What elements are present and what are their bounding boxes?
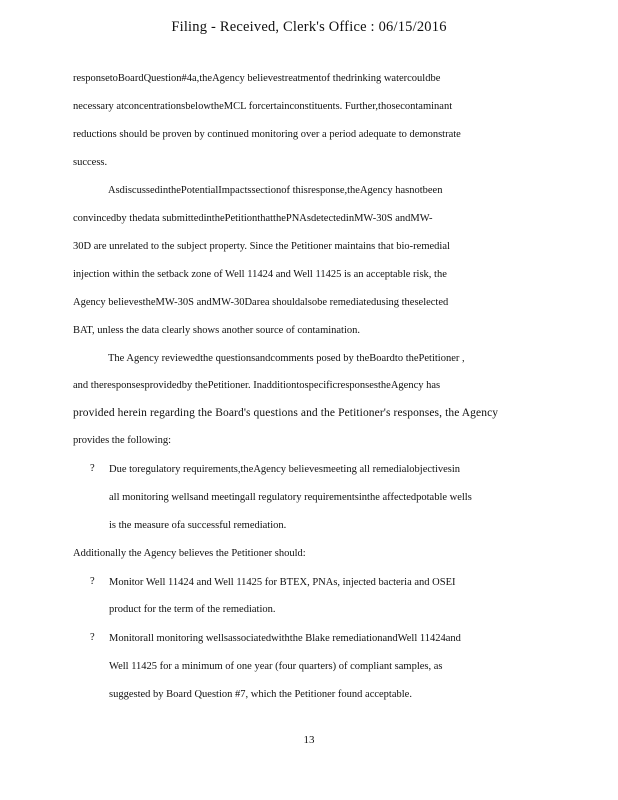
text-line: responsetoBoardQuestion#4a,theAgency believestreatmentof thedrinking watercouldbe: [73, 73, 441, 84]
text-line: Monitor Well 11424 and Well 11425 for BTEX, PNAs, injected bacteria and OSEI: [109, 577, 456, 588]
text-line: Monitorall monitoring wellsassociatedwiththe Blake remediationandWell 11424and: [109, 633, 461, 644]
text-line: 30D are unrelated to the subject property. Since the Petitioner maintains that bio-remedial: [73, 241, 450, 252]
text-line: The Agency reviewedthe questionsandcomments posed by theBoardto thePetitioner ,: [108, 353, 465, 364]
text-line: injection within the setback zone of Well 11424 and Well 11425 is an acceptable risk, the: [73, 269, 447, 280]
text-line: suggested by Board Question #7, which the Petitioner found acceptable.: [109, 689, 412, 700]
bullet-marker: ?: [90, 576, 95, 587]
text-line: provided herein regarding the Board's questions and the Petitioner's responses, the Agency: [73, 407, 499, 419]
page-number: 13: [303, 734, 315, 746]
text-line: provides the following:: [73, 435, 171, 446]
text-line: Additionally the Agency believes the Petitioner should:: [73, 548, 306, 559]
bullet-marker: ?: [90, 632, 95, 643]
text-line: AsdiscussedinthePotentialImpactssectionof thisresponse,theAgency hasnotbeen: [108, 185, 443, 196]
bullet-marker: ?: [90, 463, 95, 474]
text-line: and theresponsesprovidedby thePetitioner. InadditiontospecificresponsestheAgency has: [73, 380, 441, 391]
text-line: Well 11425 for a minimum of one year (four quarters) of compliant samples, as: [109, 661, 443, 672]
text-line: is the measure ofa successful remediation.: [109, 520, 287, 531]
text-line: Agency believestheMW-30S andMW-30Darea shouldalsobe remediatedusing theselected: [73, 297, 449, 308]
text-line: all monitoring wellsand meetingall regulatory requirementsinthe affectedpotable wells: [109, 492, 472, 503]
text-line: success.: [73, 157, 108, 168]
text-line: product for the term of the remediation.: [109, 604, 276, 615]
text-line: convincedby thedata submittedinthePetitionthatthePNAsdetectedinMW-30S andMW-: [73, 213, 433, 224]
text-line: Due toregulatory requirements,theAgency believesmeeting all remedialobjectivesin: [109, 464, 461, 475]
filing-header: Filing - Received, Clerk's Office : 06/15/2016: [171, 19, 447, 35]
text-line: reductions should be proven by continued monitoring over a period adequate to demonstrate: [73, 129, 461, 140]
text-line: necessary atconcentrationsbelowtheMCL forcertainconstituents. Further,thosecontaminant: [73, 101, 453, 112]
text-line: BAT, unless the data clearly shows another source of contamination.: [73, 325, 361, 336]
